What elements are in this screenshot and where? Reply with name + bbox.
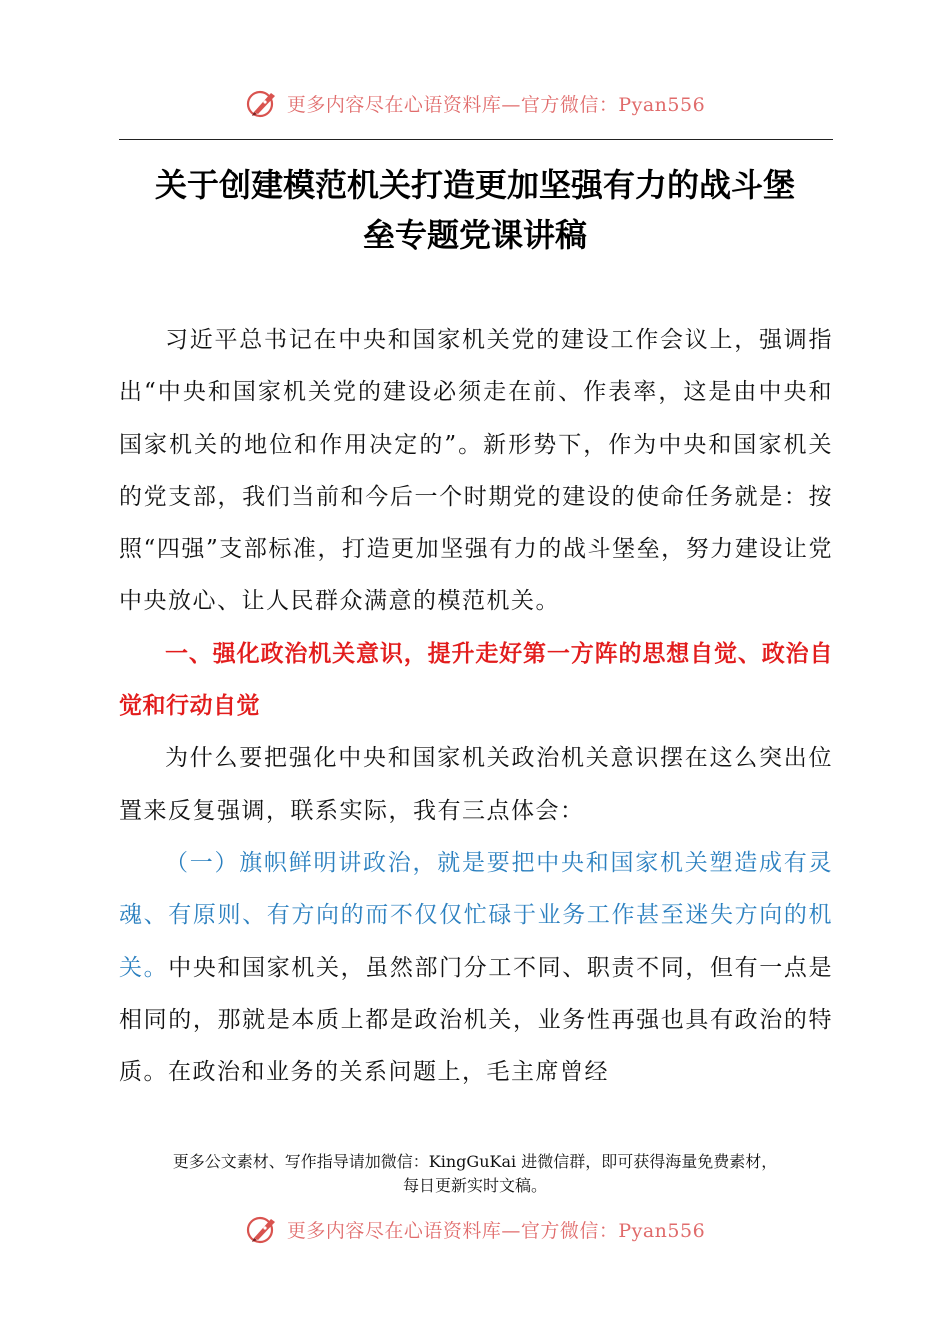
footer-line-2: 每日更新实时文稿。 xyxy=(402,1176,547,1195)
document-title xyxy=(100,160,850,260)
section-heading-1: 一、强化政治机关意识，提升走好第一方阵的思想自觉、政治自觉和行动自觉 xyxy=(119,640,833,720)
banner-text: 更多内容尽在心语资料库—官方微信：Pyan556 xyxy=(286,1219,706,1242)
paragraph-2: 为什么要把强化中央和国家机关政治机关意识摆在这么突出位置来反复强调，联系实际，我有三点体会： xyxy=(119,745,833,824)
title-line-1: 关于创建模范机关打造更加坚强有力的战斗堡 xyxy=(154,166,795,204)
paragraph-3-text: 中央和国家机关，虽然部门分工不同、职责不同，但有一点是相同的，那就是本质上都是政治机关，业务性再强也具有政治的特质。在政治和业务的关系问题上，毛主席曾经 xyxy=(119,954,833,1086)
header-banner xyxy=(0,80,950,126)
footer-note xyxy=(100,1150,850,1198)
footer-banner xyxy=(0,1206,950,1252)
footer-line-1: 更多公文素材、写作指导请加微信：KingGuKai 进微信群，即可获得海量免费素材， xyxy=(172,1152,778,1171)
subheading-1: （一）旗帜鲜明讲政治，就是要把中央和国家机关塑造成有灵魂、有原则、有方向的而不仅仅忙碌于业务工作甚至迷失方向的机关。 xyxy=(119,849,833,981)
header-divider xyxy=(119,139,833,140)
intro-paragraph: 习近平总书记在中央和国家机关党的建设工作会议上，强调指出“中央和国家机关党的建设必须走在前、作表率，这是由中央和国家机关的地位和作用决定的”。新形势下，作为中央和国家机关的党支部，我们当前和今后一个时期党的建设的使命任务就是：按照“四强”支部标准，打造更加坚强有力的战斗堡垒，努力建设让党中央放心、让人民群众满意的模范机关。 xyxy=(119,327,833,615)
paragraph-3 xyxy=(119,837,833,1098)
pen-nib-logo-icon xyxy=(245,1211,281,1247)
document-body xyxy=(119,314,833,1098)
banner-text: 更多内容尽在心语资料库—官方微信：Pyan556 xyxy=(286,93,706,116)
title-line-2: 垒专题党课讲稿 xyxy=(362,216,587,254)
pen-nib-logo-icon xyxy=(245,85,281,121)
